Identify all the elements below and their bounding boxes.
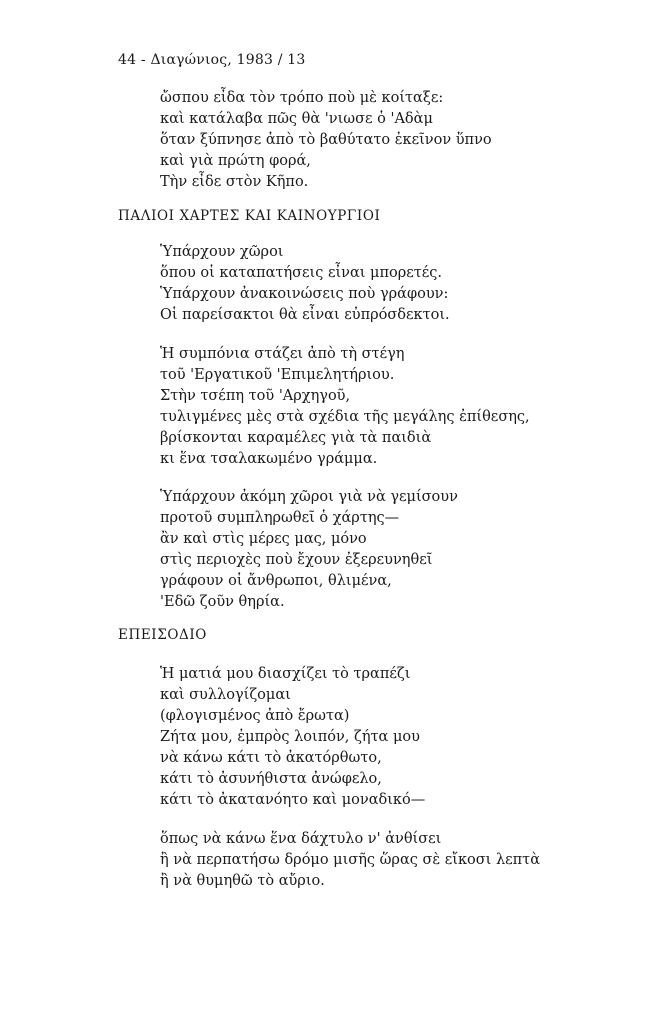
poem1-stanza-1 — [160, 242, 450, 326]
verse-line: ἢ νὰ περπατήσω δρόμο μισῆς ὥρας σὲ εἴκοσι λεπτὰ — [160, 852, 540, 868]
verse-line: Ζήτα μου, ἐμπρὸς λοιπόν, ζήτα μου — [160, 729, 420, 745]
verse-line: τοῦ 'Εργατικοῦ 'Επιμελητήριου. — [160, 367, 395, 383]
verse-line: βρίσκονται καραμέλες γιὰ τὰ παιδιὰ — [160, 430, 432, 446]
poem-title: ΕΠΕΙΣΟΔΙΟ — [118, 627, 207, 643]
verse-line: Στὴν τσέπη τοῦ 'Αρχηγοῦ, — [160, 388, 351, 404]
poem2-stanza-2 — [160, 829, 540, 892]
verse-line: Τὴν εἶδε στὸν Κῆπο. — [160, 174, 309, 190]
verse-line: γράφουν οἱ ἄνθρωποι, θλιμένα, — [160, 573, 392, 589]
poem2-stanza-1 — [160, 664, 425, 811]
verse-line: ὅπου οἱ καταπατήσεις εἶναι μπορετές. — [160, 265, 443, 281]
verse-line: ὅπως νὰ κάνω ἕνα δάχτυλο ν' ἀνθίσει — [160, 831, 442, 847]
poem1-stanza-3 — [160, 487, 458, 613]
verse-line: Ὑπάρχουν ἀκόμη χῶροι γιὰ νὰ γεμίσουν — [160, 489, 458, 505]
verse-line: 'Εδῶ ζοῦν θηρία. — [160, 594, 285, 610]
verse-line: Ὑπάρχουν ἀνακοινώσεις ποὺ γράφουν: — [160, 286, 449, 302]
verse-line: προτοῦ συμπληρωθεῖ ὁ χάρτης— — [160, 510, 400, 526]
opening-stanza — [160, 88, 492, 193]
running-head: 44 - Διαγώνιος, 1983 / 13 — [118, 52, 306, 68]
verse-line: στὶς περιοχὲς ποὺ ἔχουν ἐξερευνηθεῖ — [160, 552, 433, 568]
verse-line: κι ἕνα τσαλακωμένο γράμμα. — [160, 451, 378, 467]
verse-line: κάτι τὸ ἀκατανόητο καὶ μοναδικό— — [160, 792, 426, 808]
verse-line: καὶ γιὰ πρώτη φορά, — [160, 153, 311, 169]
verse-line: Ὑπάρχουν χῶροι — [160, 244, 284, 260]
verse-line: τυλιγμένες μὲς στὰ σχέδια τῆς μεγάλης ἐπίθεσης, — [160, 409, 530, 425]
verse-line: ὤσπου εἶδα τὸν τρόπο ποὺ μὲ κοίταξε: — [160, 90, 444, 106]
verse-line: Οἱ παρείσακτοι θὰ εἶναι εὐπρόσδεκτοι. — [160, 307, 450, 323]
verse-line: ἢ νὰ θυμηθῶ τὸ αὔριο. — [160, 873, 325, 889]
verse-line: καὶ κατάλαβα πῶς θὰ 'νιωσε ὁ 'Αδὰμ — [160, 111, 433, 127]
verse-line: νὰ κάνω κάτι τὸ ἀκατόρθωτο, — [160, 750, 382, 766]
verse-line: κάτι τὸ ἀσυνήθιστα ἀνώφελο, — [160, 771, 382, 787]
verse-line: Ἡ ματιά μου διασχίζει τὸ τραπέζι — [160, 666, 411, 682]
verse-line: καὶ συλλογίζομαι — [160, 687, 291, 703]
poem-title: ΠΑΛΙΟΙ ΧΑΡΤΕΣ ΚΑΙ ΚΑΙΝΟΥΡΓΙΟΙ — [118, 208, 381, 224]
verse-line: (φλογισμένος ἀπὸ ἔρωτα) — [160, 708, 350, 724]
poem1-stanza-2 — [160, 344, 530, 470]
verse-line: ὅταν ξύπνησε ἀπὸ τὸ βαθύτατο ἐκεῖνον ὕπνο — [160, 132, 492, 148]
verse-line: ἂν καὶ στὶς μέρες μας, μόνο — [160, 531, 367, 547]
verse-line: Ἡ συμπόνια στάζει ἀπὸ τὴ στέγη — [160, 346, 405, 362]
